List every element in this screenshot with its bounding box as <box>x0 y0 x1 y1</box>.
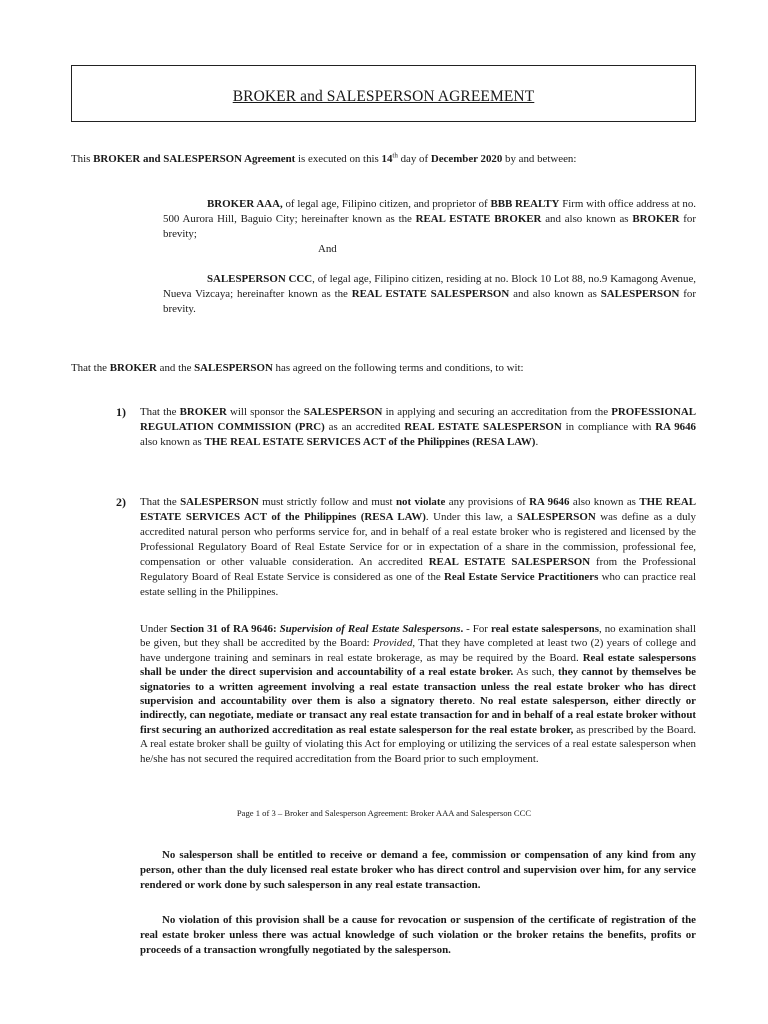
agreed-broker: BROKER <box>109 362 157 374</box>
item-1-text: as an accredited <box>324 421 405 433</box>
section-31-bold: Section 31 of RA 9646: <box>170 623 280 635</box>
broker-text: for brevity; <box>163 213 696 240</box>
agreement-day: 14 <box>381 153 393 165</box>
salesperson-text: for brevity. <box>163 288 696 315</box>
item-1-bold: THE REAL ESTATE SERVICES ACT of the Philippines <box>204 436 470 448</box>
item-2-text: also known as <box>569 496 640 508</box>
item-2-bold: Real Estate Service Practitioners <box>444 571 599 583</box>
item-1-bold: BROKER <box>179 406 227 418</box>
broker-name: BROKER AAA, <box>207 198 283 210</box>
item-2-number: 2) <box>116 495 126 509</box>
section-31-bold: No real estate salesperson, either directly or indirectly, can negotiate, mediate or transact any real estate transaction for and in behalf of a real estate broker without first securing an authorized accreditation as real estate salesperson for the real estate broker, <box>140 695 696 736</box>
intro-text: day of <box>397 153 431 165</box>
section-31-italic: Provided <box>372 637 413 650</box>
item-2-bold: SALESPERSON <box>180 496 259 508</box>
salesperson-paragraph <box>163 272 696 317</box>
salesperson-text: , of legal age, Filipino citizen, residing at no. Block 10 Lot 88, no.9 Kamagong Avenue, Nueva Vizcaya; hereinafter known as the <box>163 273 696 300</box>
broker-text: Firm with office address at no. 500 Aurora Hill, Baguio City; hereinafter known as the <box>163 198 696 225</box>
section-31-text: - For <box>463 623 491 635</box>
item-1-paragraph <box>140 405 696 450</box>
item-1-bold: SALESPERSON <box>303 406 383 418</box>
section-31-text: As such, <box>513 666 558 679</box>
page-2-paragraph-1: No salesperson shall be entitled to receive or demand a fee, commission or compensation of any kind from any person, other than the duly licensed real estate broker who has direct control and supervision over him, for any service rendered or work done by such salesperson in any real estate transaction. <box>140 849 696 891</box>
item-2-bold: REAL ESTATE SALESPERSON <box>428 556 591 568</box>
agreed-text: and the <box>156 362 195 374</box>
firm-name: BBB REALTY <box>490 198 560 210</box>
agreed-salesperson: SALESPERSON <box>194 362 273 374</box>
broker-short: BROKER <box>632 213 680 225</box>
item-2-bold: not violate <box>395 496 446 508</box>
section-31-bold: Real estate salespersons shall be under the direct supervision and accountability of a real estate broker. <box>140 651 696 679</box>
item-1-text: in compliance with <box>561 421 656 433</box>
section-31-text: , no examination shall be given, but they shall be accredited by the Board: <box>140 623 696 650</box>
item-2-text: any provisions of <box>445 496 530 508</box>
section-31-text: . <box>472 695 480 708</box>
salesperson-name: SALESPERSON CCC <box>207 273 313 285</box>
item-1-bold: RA 9646 <box>655 421 696 433</box>
item-2-bold: SALESPERSON <box>517 511 596 523</box>
item-1-bold: REAL ESTATE SALESPERSON <box>404 421 562 433</box>
agreed-text: That the <box>71 362 110 374</box>
section-31-text: as prescribed by the Board. A real estate broker shall be guilty of violating this Act for employing or utilizing the services of a real estate salesperson when he/she has not secured the required accreditation from the Board prior to such employment. <box>140 723 697 765</box>
item-1-text: also known as <box>140 436 205 448</box>
item-2-text: was define as a duly accredited natural person who performs service for, and in behalf of a real estate broker who is registered and licensed by the Professional Regulatory Board of Real Estate Service for or in expectation of a share in the commission, professional fee, compensation or other valuable consideration. An accredited <box>140 511 696 568</box>
broker-paragraph <box>163 197 696 242</box>
broker-text: of legal age, Filipino citizen, and proprietor of <box>282 198 491 210</box>
section-31-text: Under <box>140 623 171 635</box>
item-2-bold: THE REAL ESTATE SERVICES ACT of the Philippines (RESA LAW) <box>140 496 696 523</box>
section-31-heading: Supervision of Real Estate Salespersons <box>279 623 461 635</box>
item-2-text: That the <box>140 496 181 508</box>
and-label: And <box>318 243 337 255</box>
item-2-paragraph <box>140 495 696 600</box>
section-31-paragraph <box>140 622 696 766</box>
agreed-paragraph <box>71 361 711 376</box>
item-1-text: will sponsor the <box>226 406 304 418</box>
intro-text: is executed on this <box>295 153 382 165</box>
agreed-text: has agreed on the following terms and conditions, to wit: <box>272 362 524 374</box>
item-1-number: 1) <box>116 405 126 419</box>
title-box <box>71 65 696 122</box>
page-2-paragraph-2: No violation of this provision shall be a cause for revocation or suspension of the certificate of registration of the real estate broker unless there was actual knowledge of such violation or the broker retains the benefits, profits or proceeds of a transaction wrongfully negotiated by the salesperson. <box>140 914 696 956</box>
agreement-date: December 2020 <box>430 153 503 165</box>
day-suffix: th <box>392 151 398 160</box>
item-1-bold: (RESA LAW) <box>472 436 536 448</box>
section-31-bold: they cannot by themselves be signatories to a written agreement involving a real estate transaction unless the real estate broker who has direct supervision and accountability over them is also a signatory thereto <box>140 666 696 708</box>
salesperson-short: SALESPERSON <box>600 288 680 300</box>
agreement-name: BROKER and SALESPERSON Agreement <box>93 153 296 165</box>
item-2-text: who can practice real estate selling in the Philippines. <box>140 571 697 598</box>
salesperson-role: REAL ESTATE SALESPERSON <box>351 288 510 300</box>
section-31-bold: real estate salespersons <box>490 623 599 635</box>
page-footer: Page 1 of 3 – Broker and Salesperson Agreement: Broker AAA and Salesperson CCC <box>236 808 532 818</box>
intro-text: This <box>71 153 94 165</box>
item-1-bold: PROFESSIONAL REGULATION COMMISSION (PRC) <box>140 406 696 433</box>
section-31-bold: . <box>460 623 464 635</box>
item-2-bold: RA 9646 <box>529 496 570 508</box>
intro-text: by and between: <box>502 153 577 165</box>
item-1-text: . <box>535 436 539 448</box>
intro-paragraph <box>71 152 711 167</box>
item-2-text: must strictly follow and must <box>258 496 396 508</box>
salesperson-text: and also known as <box>509 288 601 300</box>
item-2-text: from the Professional Regulatory Board of Real Estate Service is considered as one of the <box>140 556 696 583</box>
broker-text: and also known as <box>541 213 633 225</box>
section-31-text: , That they have completed at least two (2) years of college and have undergone training and seminars in real estate brokerage, as may be required by the Board. <box>140 637 696 664</box>
document-title: BROKER and SALESPERSON AGREEMENT <box>232 88 535 105</box>
item-2-text: . Under this law, a <box>425 511 517 523</box>
item-1-text: That the <box>140 406 180 418</box>
item-1-text: in applying and securing an accreditation from the <box>382 406 612 418</box>
broker-role: REAL ESTATE BROKER <box>415 213 542 225</box>
